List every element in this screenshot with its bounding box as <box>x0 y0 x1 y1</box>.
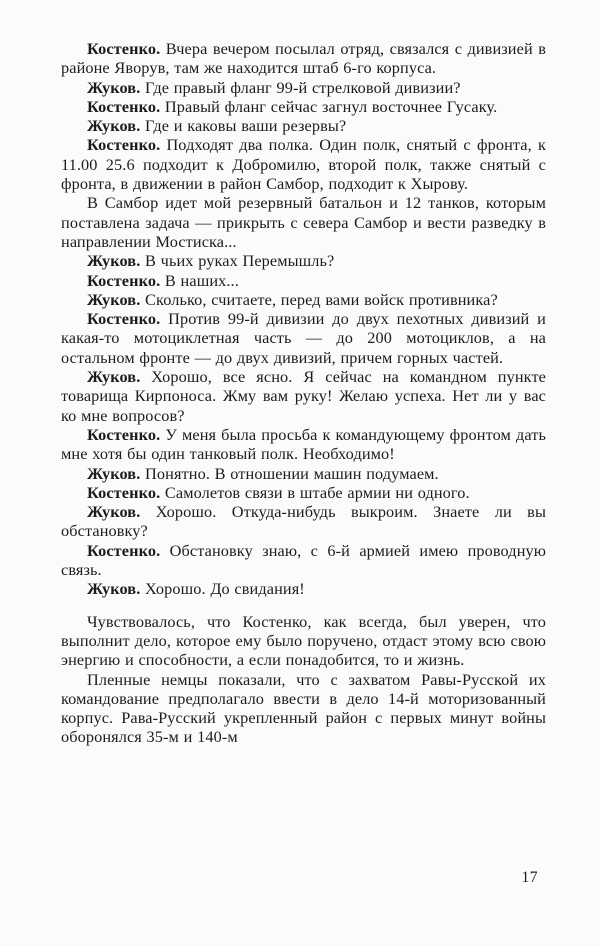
speaker-name: Жуков. <box>87 367 141 387</box>
speaker-name: Костенко. <box>87 96 161 116</box>
speaker-name: Жуков. <box>87 116 141 136</box>
dialogue-paragraph <box>61 579 546 598</box>
speaker-name: Жуков. <box>87 77 141 97</box>
dialogue-text: Хорошо, все ясно. Я сейчас на командном пункте товарища Кирпоноса. Жму вам руку! Желаю успеха. Нет ли у вас ко мне вопросов? <box>61 367 546 425</box>
dialogue-text: Вчера вечером посылал отряд, связался с дивизией в районе Яворув, там же находится штаб 6-го корпуса. <box>61 39 546 78</box>
dialogue-text: Сколько, считаете, перед вами войск противника? <box>145 289 498 309</box>
narrative-paragraph: Пленные немцы показали, что с захватом Равы-Русской их командование предполагало ввести в дело 14-й моторизованный корпус. Рава-Русский укрепленный район с первых минут войны оборонялся 35-м и 140-м <box>61 669 546 747</box>
page-text-block <box>61 39 546 747</box>
dialogue-text: Обстановку знаю, с 6-й армией имею проводную связь. <box>61 540 547 580</box>
dialogue-paragraph <box>61 464 546 483</box>
speaker-name: Костенко. <box>87 482 161 502</box>
page-number: 17 <box>521 869 538 886</box>
speaker-name: Жуков. <box>87 579 141 599</box>
dialogue-text: В чьих руках Перемышль? <box>145 251 335 271</box>
speaker-name: Костенко. <box>87 540 161 560</box>
speaker-name: Жуков. <box>87 463 141 483</box>
dialogue-paragraph <box>61 309 546 367</box>
speaker-name: Жуков. <box>87 502 141 522</box>
dialogue-paragraph <box>61 97 546 116</box>
dialogue-text: Самолетов связи в штабе армии ни одного. <box>164 482 470 502</box>
dialogue-paragraph <box>61 271 546 290</box>
dialogue-text: Правый фланг сейчас загнул восточнее Гусаку. <box>164 96 498 116</box>
dialogue-paragraph <box>61 483 546 502</box>
dialogue-paragraph <box>61 39 546 78</box>
dialogue-text: Хорошо. До свидания! <box>145 579 305 599</box>
dialogue-paragraph <box>61 290 546 309</box>
dialogue-text: У меня была просьба к командующему фронтом дать мне хотя бы один танковый полк. Необходимо! <box>61 424 547 464</box>
dialogue-text: Понятно. В отношении машин подумаем. <box>145 463 439 483</box>
dialogue-text: Подходят два полка. Один полк, снятый с фронта, к 11.00 25.6 подходит к Добромилю, второй полк, также снятый с фронта, в движении в район Самбор, подходит к Хырову. <box>61 135 546 194</box>
dialogue-paragraph <box>61 502 546 541</box>
speaker-name: Костенко. <box>87 424 161 444</box>
dialogue-paragraph <box>61 425 546 464</box>
speaker-name: Костенко. <box>87 39 161 58</box>
speaker-name: Жуков. <box>87 251 141 271</box>
speaker-name: Костенко. <box>87 135 161 155</box>
dialogue-text: В наших... <box>164 270 239 290</box>
dialogue-paragraph <box>61 541 546 580</box>
speaker-name: Костенко. <box>87 270 161 290</box>
dialogue-continuation-paragraph <box>61 193 546 251</box>
dialogue-text: Где правый фланг 99-й стрелковой дивизии? <box>145 77 461 97</box>
dialogue-text: Где и каковы ваши резервы? <box>145 116 347 136</box>
dialogue-paragraph <box>61 367 546 425</box>
dialogue-paragraph <box>61 78 546 97</box>
dialogue-paragraph <box>61 251 546 270</box>
dialogue-paragraph <box>61 135 546 193</box>
dialogue-text: В Самбор идет мой резервный батальон и 12 танков, которым поставлена задача — прикрыть с севера Самбор и вести разведку в направлении Мостиска... <box>61 193 546 251</box>
dialogue-text: Против 99-й дивизии до двух пехотных дивизий и какая-то мотоциклетная часть — до 200 мотоциклов, а на остальном фронте — до двух дивизий, причем горных частей. <box>61 309 546 367</box>
section-break <box>61 599 546 612</box>
speaker-name: Жуков. <box>87 289 141 309</box>
speaker-name: Костенко. <box>87 309 161 329</box>
dialogue-paragraph <box>61 116 546 135</box>
dialogue-text: Хорошо. Откуда-нибудь выкроим. Знаете ли вы обстановку? <box>61 502 546 541</box>
narrative-paragraph: Чувствовалось, что Костенко, как всегда, был уверен, что выполнит дело, которое ему было поручено, отдаст этому всю свою энергию и способности, а если понадобится, то и жизнь. <box>61 611 546 670</box>
